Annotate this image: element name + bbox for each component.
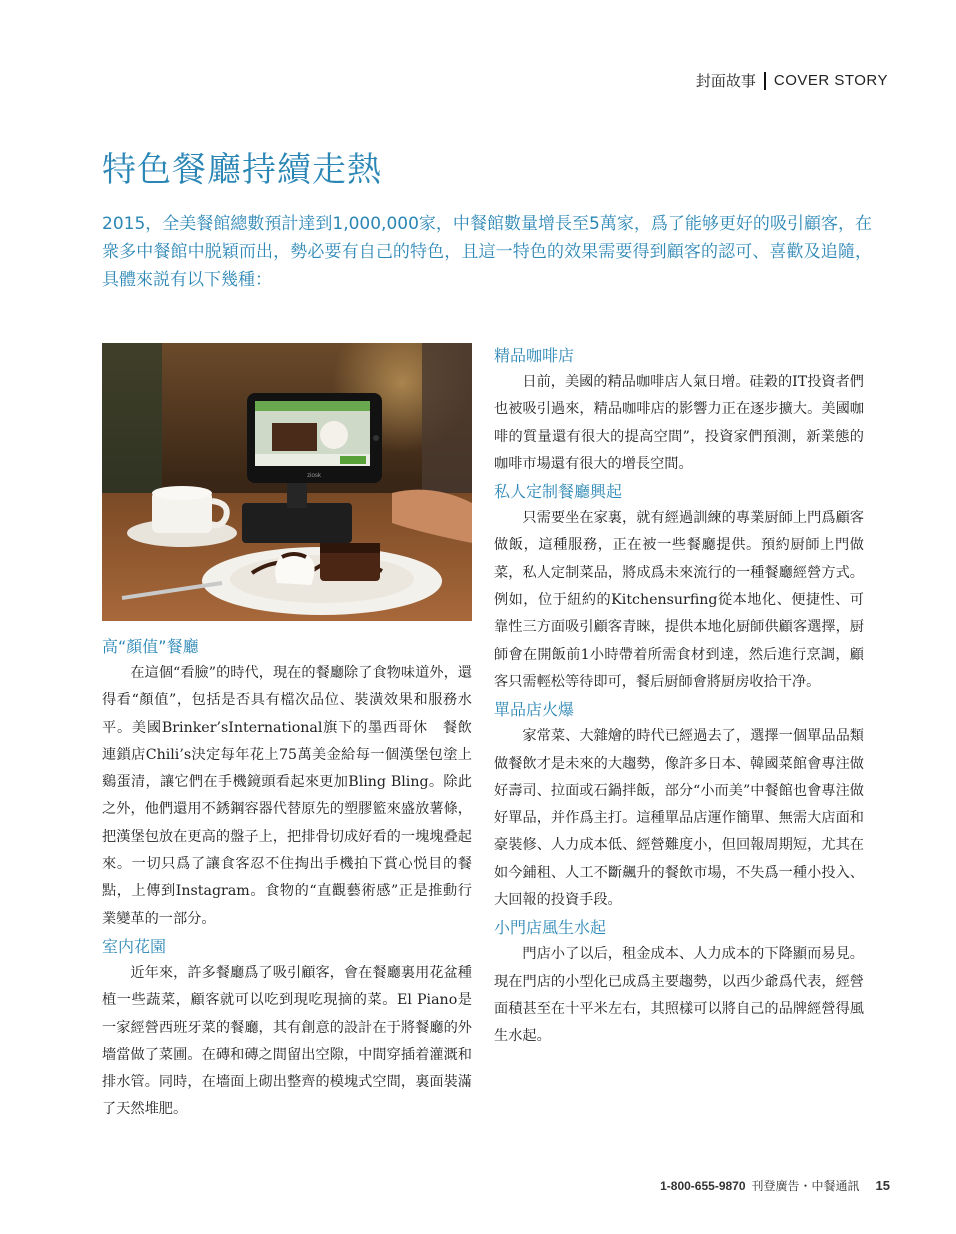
section-heading: 室内花園: [102, 936, 167, 956]
section-body: 近年來，許多餐廳爲了吸引顧客，會在餐廳裏用花盆種植一些蔬菜，顧客就可以吃到現吃現摘的菜。El Piano是一家經營西班牙菜的餐廳，其有創意的設計在于將餐廳的外墻當做了菜圃。在磚和磚之間留出空隙，中間穿插着灌溉和排水管。同時，在墻面上砌出整齊的模塊式空間，裏面裝滿了天然堆肥。: [102, 964, 472, 1118]
tablet-brand-label: ziosk: [307, 473, 321, 479]
footer-publisher: 刊登廣告・中餐通訊: [751, 1179, 860, 1193]
section-heading: 高“顏值”餐廳: [102, 637, 199, 656]
section-body: 日前，美國的精品咖啡店人氣日增。硅穀的IT投資者們也被吸引過來，精品咖啡店的影響力正在逐步擴大。美國咖啡的質量還有很大的提高空間”，投資家們預測，新業態的咖啡市場還有很大的增長空間。: [494, 374, 864, 472]
separator-bar: [764, 72, 766, 90]
section-body: 只需要坐在家裏，就有經過訓練的專業厨師上門爲顧客做飯，這種服務，正在被一些餐廳提供。預約厨師上門做菜，私人定制菜品，將成爲未來流行的一種餐廳經營方式。例如，位于紐約的Kitchensurfing從本地化、便捷性、可靠性三方面吸引顧客青睞，提供本地化厨師供顧客選擇，厨師會在開飯前1小時帶着所需食材到達，然后進行烹調，顧客只需輕松等待即可，餐后厨師會將厨房收拾干净。: [494, 510, 864, 690]
section-body: 門店小了以后，租金成本、人力成本的下降顯而易見。現在門店的小型化已成爲主要趨勢，以西少爺爲代表，經營面積甚至在十平米左右，其照樣可以將自己的品牌經營得風生水起。: [494, 946, 864, 1045]
article-photo: [102, 343, 472, 621]
section-heading: 小門店風生水起: [494, 918, 607, 938]
running-head: [696, 70, 888, 91]
right-column: [494, 342, 864, 1051]
page-footer: [660, 1177, 890, 1194]
section-body: 家常菜、大雜燴的時代已經過去了，選擇一個單品品類做餐飲才是未來的大趨勢，像許多日本、韓國菜館會專注做好壽司、拉面或石鍋拌飯，部分“小而美”中餐館也會專注做好單品，并作爲主打。這種單品店運作簡單、無需大店面和豪裝修、人力成本低、經營難度小，但回報周期短，尤其在如今鋪租、人工不斷飆升的餐飲市場，不失爲一種小投入、大回報的投資手段。: [494, 728, 864, 909]
article-intro: 2015，全美餐館總數預計達到1,000,000家，中餐館數量增長至5萬家，爲了能够更好的吸引顧客，在衆多中餐館中脱穎而出，勢必要有自己的特色，且這一特色的效果需要得到顧客的認可、喜歡及追隨，具體來説有以下幾種：: [102, 214, 872, 290]
article-title: 特色餐廳持續走熱: [102, 150, 382, 190]
section-heading: 精品咖啡店: [494, 346, 575, 365]
page-number: 15: [875, 1178, 890, 1193]
left-column: [102, 633, 472, 1124]
section-label-en: COVER STORY: [773, 72, 888, 89]
section-heading: 私人定制餐廳興起: [494, 482, 623, 502]
restaurant-tablet-illustration: [102, 343, 472, 621]
section-body: 在這個“看臉”的時代，現在的餐廳除了食物味道外，還得看“顏值”，包括是否具有檔次品位、裝潢效果和服務水平。美國Brinker’sInternational旗下的墨西哥休 餐飲連鎖店Chili’s決定每年花上75萬美金給每一個漢堡包塗上鷄蛋清，讓它們在手機鏡頭看起來更加Bling Bling。除此之外，他們還用不銹鋼容器代替原先的塑膠籃來盛放薯條，把漢堡包放在更高的盤子上，把排骨切成好看的一塊塊叠起來。一切只爲了讓食客忍不住掏出手機拍下賞心悦目的餐點，上傳到Instagram。食物的“直觀藝術感”正是推動行業變革的一部分。: [102, 665, 472, 927]
footer-phone: 1-800-655-9870: [660, 1179, 746, 1193]
section-label-zh: 封面故事: [695, 72, 756, 90]
section-heading: 單品店火爆: [494, 700, 575, 720]
